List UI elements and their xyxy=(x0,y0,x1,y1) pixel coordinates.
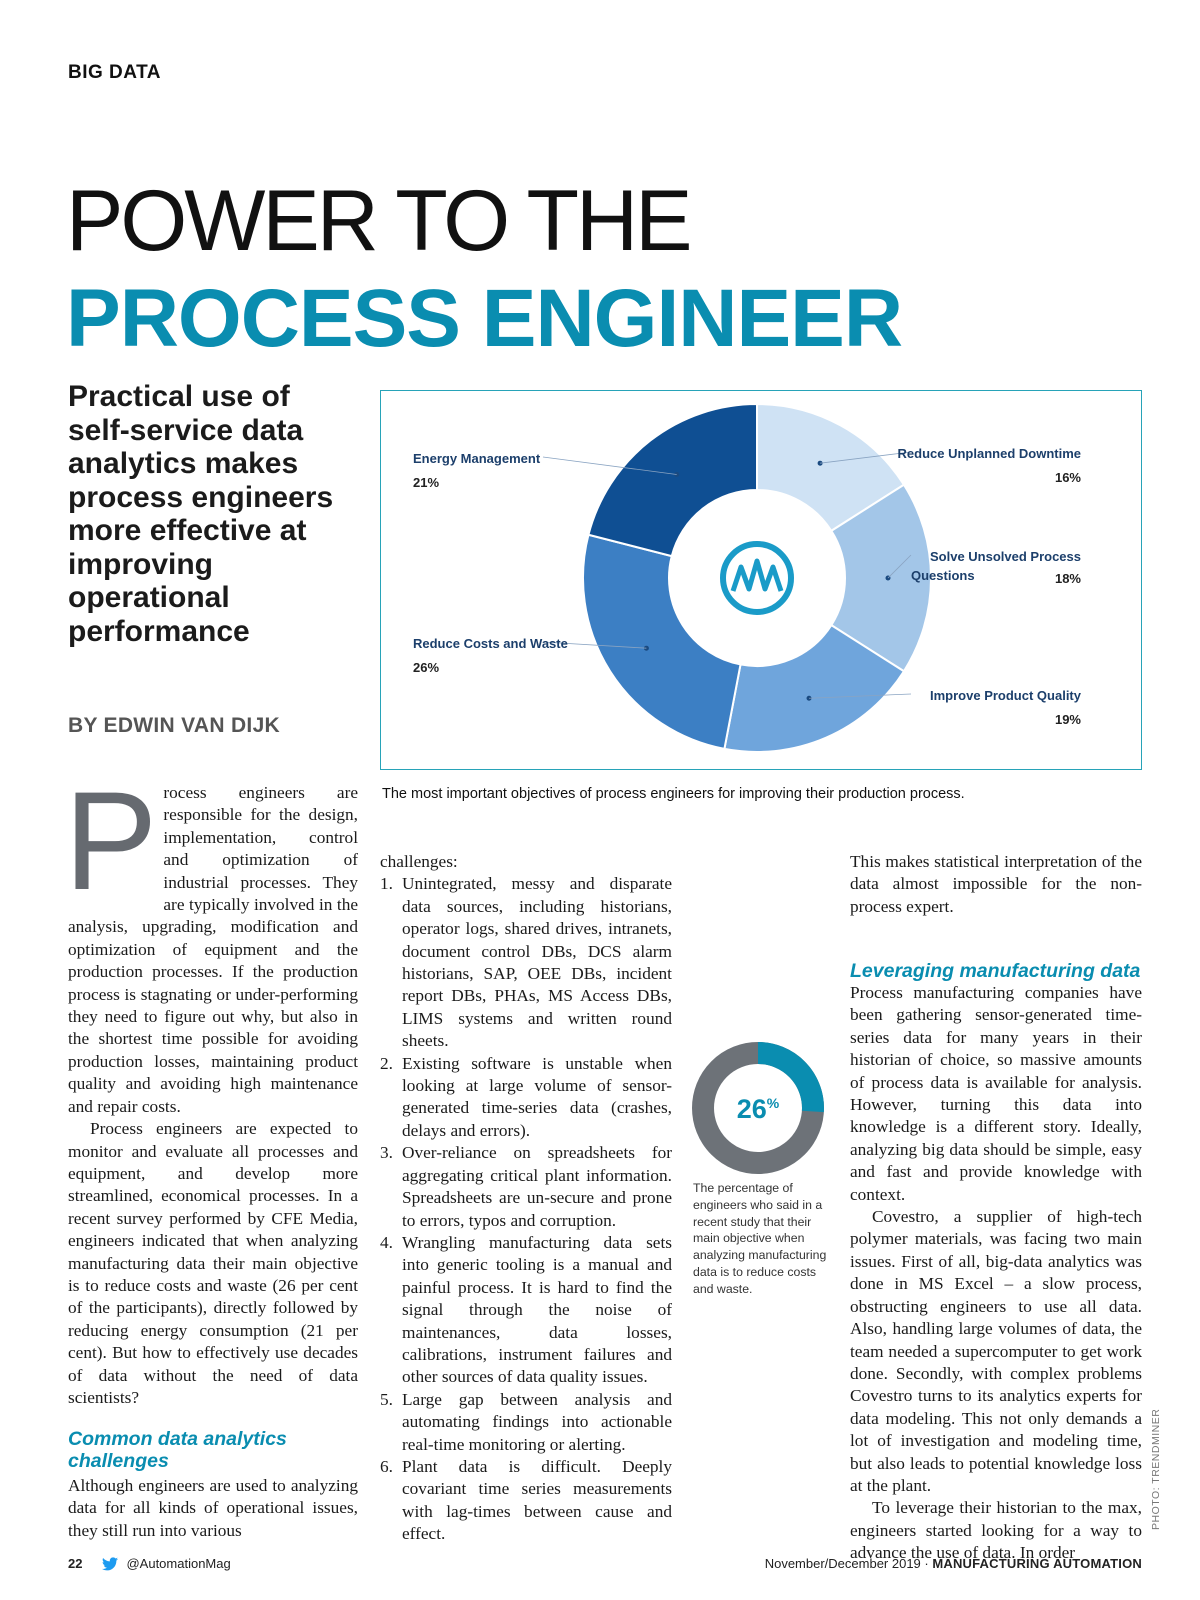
byline: BY EDWIN VAN DIJK xyxy=(68,714,281,737)
twitter-handle: @AutomationMag xyxy=(126,1556,231,1571)
list-item xyxy=(380,1053,672,1143)
list-number: 1. xyxy=(380,874,393,894)
article-paragraph-7: Covestro, a supplier of high-tech polymer materials, was facing two main issues. First of all, big-data analytics was done in MS Excel – a slow process, obstructing engineers to use all data. Also, handling large volumes of data, the team needed a supercomputer to get work done. Secondly, with complex problems Covestro turns to its analytics experts for data modeling. This not only demands a lot of investigation and modeling time, but also leads to potential knowledge loss at the plant. xyxy=(850,1207,1142,1495)
category-label-3: Improve Product Quality xyxy=(930,688,1081,703)
article-paragraph-3-text: Although engineers are used to analyzing data for all kinds of operational issues, they still run into various xyxy=(68,1476,358,1540)
list-number: 2. xyxy=(380,1053,393,1073)
article-paragraph-4: challenges: xyxy=(380,852,458,871)
category-label-5: Energy Management xyxy=(413,451,541,466)
category-label-2: Solve Unsolved Process Questions xyxy=(911,549,1081,583)
value-label-1: 16% xyxy=(1054,470,1081,485)
deck-subtitle: Practical use of self-service data analytics makes process engineers more effective at improving operational performance xyxy=(68,380,334,648)
article-paragraph-1: rocess engineers are responsible for the design, implementation, control and optimization of industrial processes. They are typically involved in the analysis, upgrading, modification and optimization of equipment and the production processes. If the production process is stagnating or under-performing they need to figure out why, but also in the shortest time possible for avoiding production losses, maintaining product quality and avoiding high maintenance and repair costs. xyxy=(68,783,358,1116)
twitter-bird-icon xyxy=(102,1557,118,1571)
section-label: BIG DATA xyxy=(68,62,162,83)
stat-value: 26% xyxy=(736,1094,780,1124)
headline-line-1: POWER TO THE xyxy=(66,173,690,269)
stat-donut xyxy=(688,1038,828,1178)
photo-credit: PHOTO: TRENDMINER xyxy=(1150,1408,1162,1530)
list-item xyxy=(380,1389,672,1456)
article-paragraph-6: Process manufacturing companies have been gathering sensor-generated time-series data for many years in their historian of choice, so massive amounts of process data is available for analysis. However, turning this data into knowledge is a different story. Ideally, analyzing big data should be simple, easy and fast and provide knowledge with context. xyxy=(850,983,1142,1204)
list-text: Unintegrated, messy and disparate data sources, including historians, operator logs, shared drives, intranets, document control DBs, DCS alarm historians, SAP, OEE DBs, incident report DBs, PHAs, MS Access DBs, LIMS systems and written round sheets. xyxy=(402,874,672,1051)
pie-slice-4 xyxy=(583,535,741,749)
headline-line-2: PROCESS ENGINEER xyxy=(66,273,903,364)
chart-caption: The most important objectives of process engineers for improving their production process. xyxy=(382,786,965,802)
article-paragraph-2: Process engineers are expected to monitor and evaluate all processes and equipment, and develop more streamlined, economical processes. In a recent survey performed by CFE Media, engineers indicated that when analyzing manufacturing data their main objective is to reduce costs and waste (26 per cent of the participants), directly followed by reducing energy consumption (21 per cent). But how to effectively use decades of data without the need of data scientists? xyxy=(68,1119,358,1407)
issue-date: November/December 2019 · xyxy=(764,1556,933,1571)
list-text: Existing software is unstable when looking at large volume of sensor-generated time-series data (crashes, delays and errors). xyxy=(402,1053,672,1140)
list-text: Wrangling manufacturing data sets into generic tooling is a manual and painful process. It is hard to find the signal through the noise of maintenances, data losses, calibrations, instrument failures and other sources of data quality issues. xyxy=(402,1232,672,1387)
challenges-list xyxy=(380,873,672,1545)
stat-caption: The percentage of engineers who said in a recent study that their main objective when analyzing manufacturing data is to reduce costs and waste. xyxy=(693,1181,827,1296)
list-item xyxy=(380,1142,672,1232)
list-number: 6. xyxy=(380,1456,393,1476)
value-label-2: 18% xyxy=(1054,571,1081,586)
article-paragraph-5-text: This makes statistical interpretation of the data almost impossible for the non-process expert. xyxy=(850,852,1142,916)
footer-left xyxy=(68,1556,231,1571)
article-paragraph-3 xyxy=(68,1475,358,1542)
value-label-4: 26% xyxy=(413,660,440,675)
article-paragraph-5 xyxy=(850,851,1142,918)
category-label-1: Reduce Unplanned Downtime xyxy=(897,446,1081,461)
subhead-common-challenges: Common data analytics challenges xyxy=(68,1428,287,1472)
center-logo-icon xyxy=(723,544,791,612)
article-paragraph-8: To leverage their historian to the max, engineers started looking for a way to advance the use of data. In order xyxy=(850,1498,1142,1563)
category-label-4: Reduce Costs and Waste xyxy=(413,636,568,651)
list-number: 3. xyxy=(380,1143,393,1163)
list-number: 4. xyxy=(380,1232,393,1252)
article-column-1 xyxy=(64,762,358,1409)
list-item xyxy=(380,873,672,1052)
article-column-3 xyxy=(850,960,1142,1565)
list-item xyxy=(380,1232,672,1389)
objectives-donut-chart xyxy=(380,390,1142,770)
list-text: Plant data is difficult. Deeply covariant time series measurements with lag-times between cause and effect. xyxy=(402,1456,672,1544)
list-number: 5. xyxy=(380,1389,393,1409)
value-label-5: 21% xyxy=(413,475,440,490)
drop-cap: P xyxy=(64,762,158,919)
pie-slice-5 xyxy=(588,404,757,556)
footer-right xyxy=(765,1556,1142,1571)
value-label-3: 19% xyxy=(1054,712,1081,727)
subhead-leveraging-data: Leveraging manufacturing data xyxy=(850,960,1141,982)
page-number: 22 xyxy=(68,1556,83,1571)
list-text: Large gap between analysis and automating findings into actionable real-time monitoring or alerting. xyxy=(402,1389,672,1454)
donut-chart-svg xyxy=(381,391,1143,771)
list-text: Over-reliance on spreadsheets for aggregating critical plant information. Spreadsheets are un-secure and prone to errors, typos and corruption. xyxy=(402,1143,672,1230)
publication-name: MANUFACTURING AUTOMATION xyxy=(932,1556,1142,1571)
list-item xyxy=(380,1456,672,1546)
article-column-2 xyxy=(380,851,672,1546)
